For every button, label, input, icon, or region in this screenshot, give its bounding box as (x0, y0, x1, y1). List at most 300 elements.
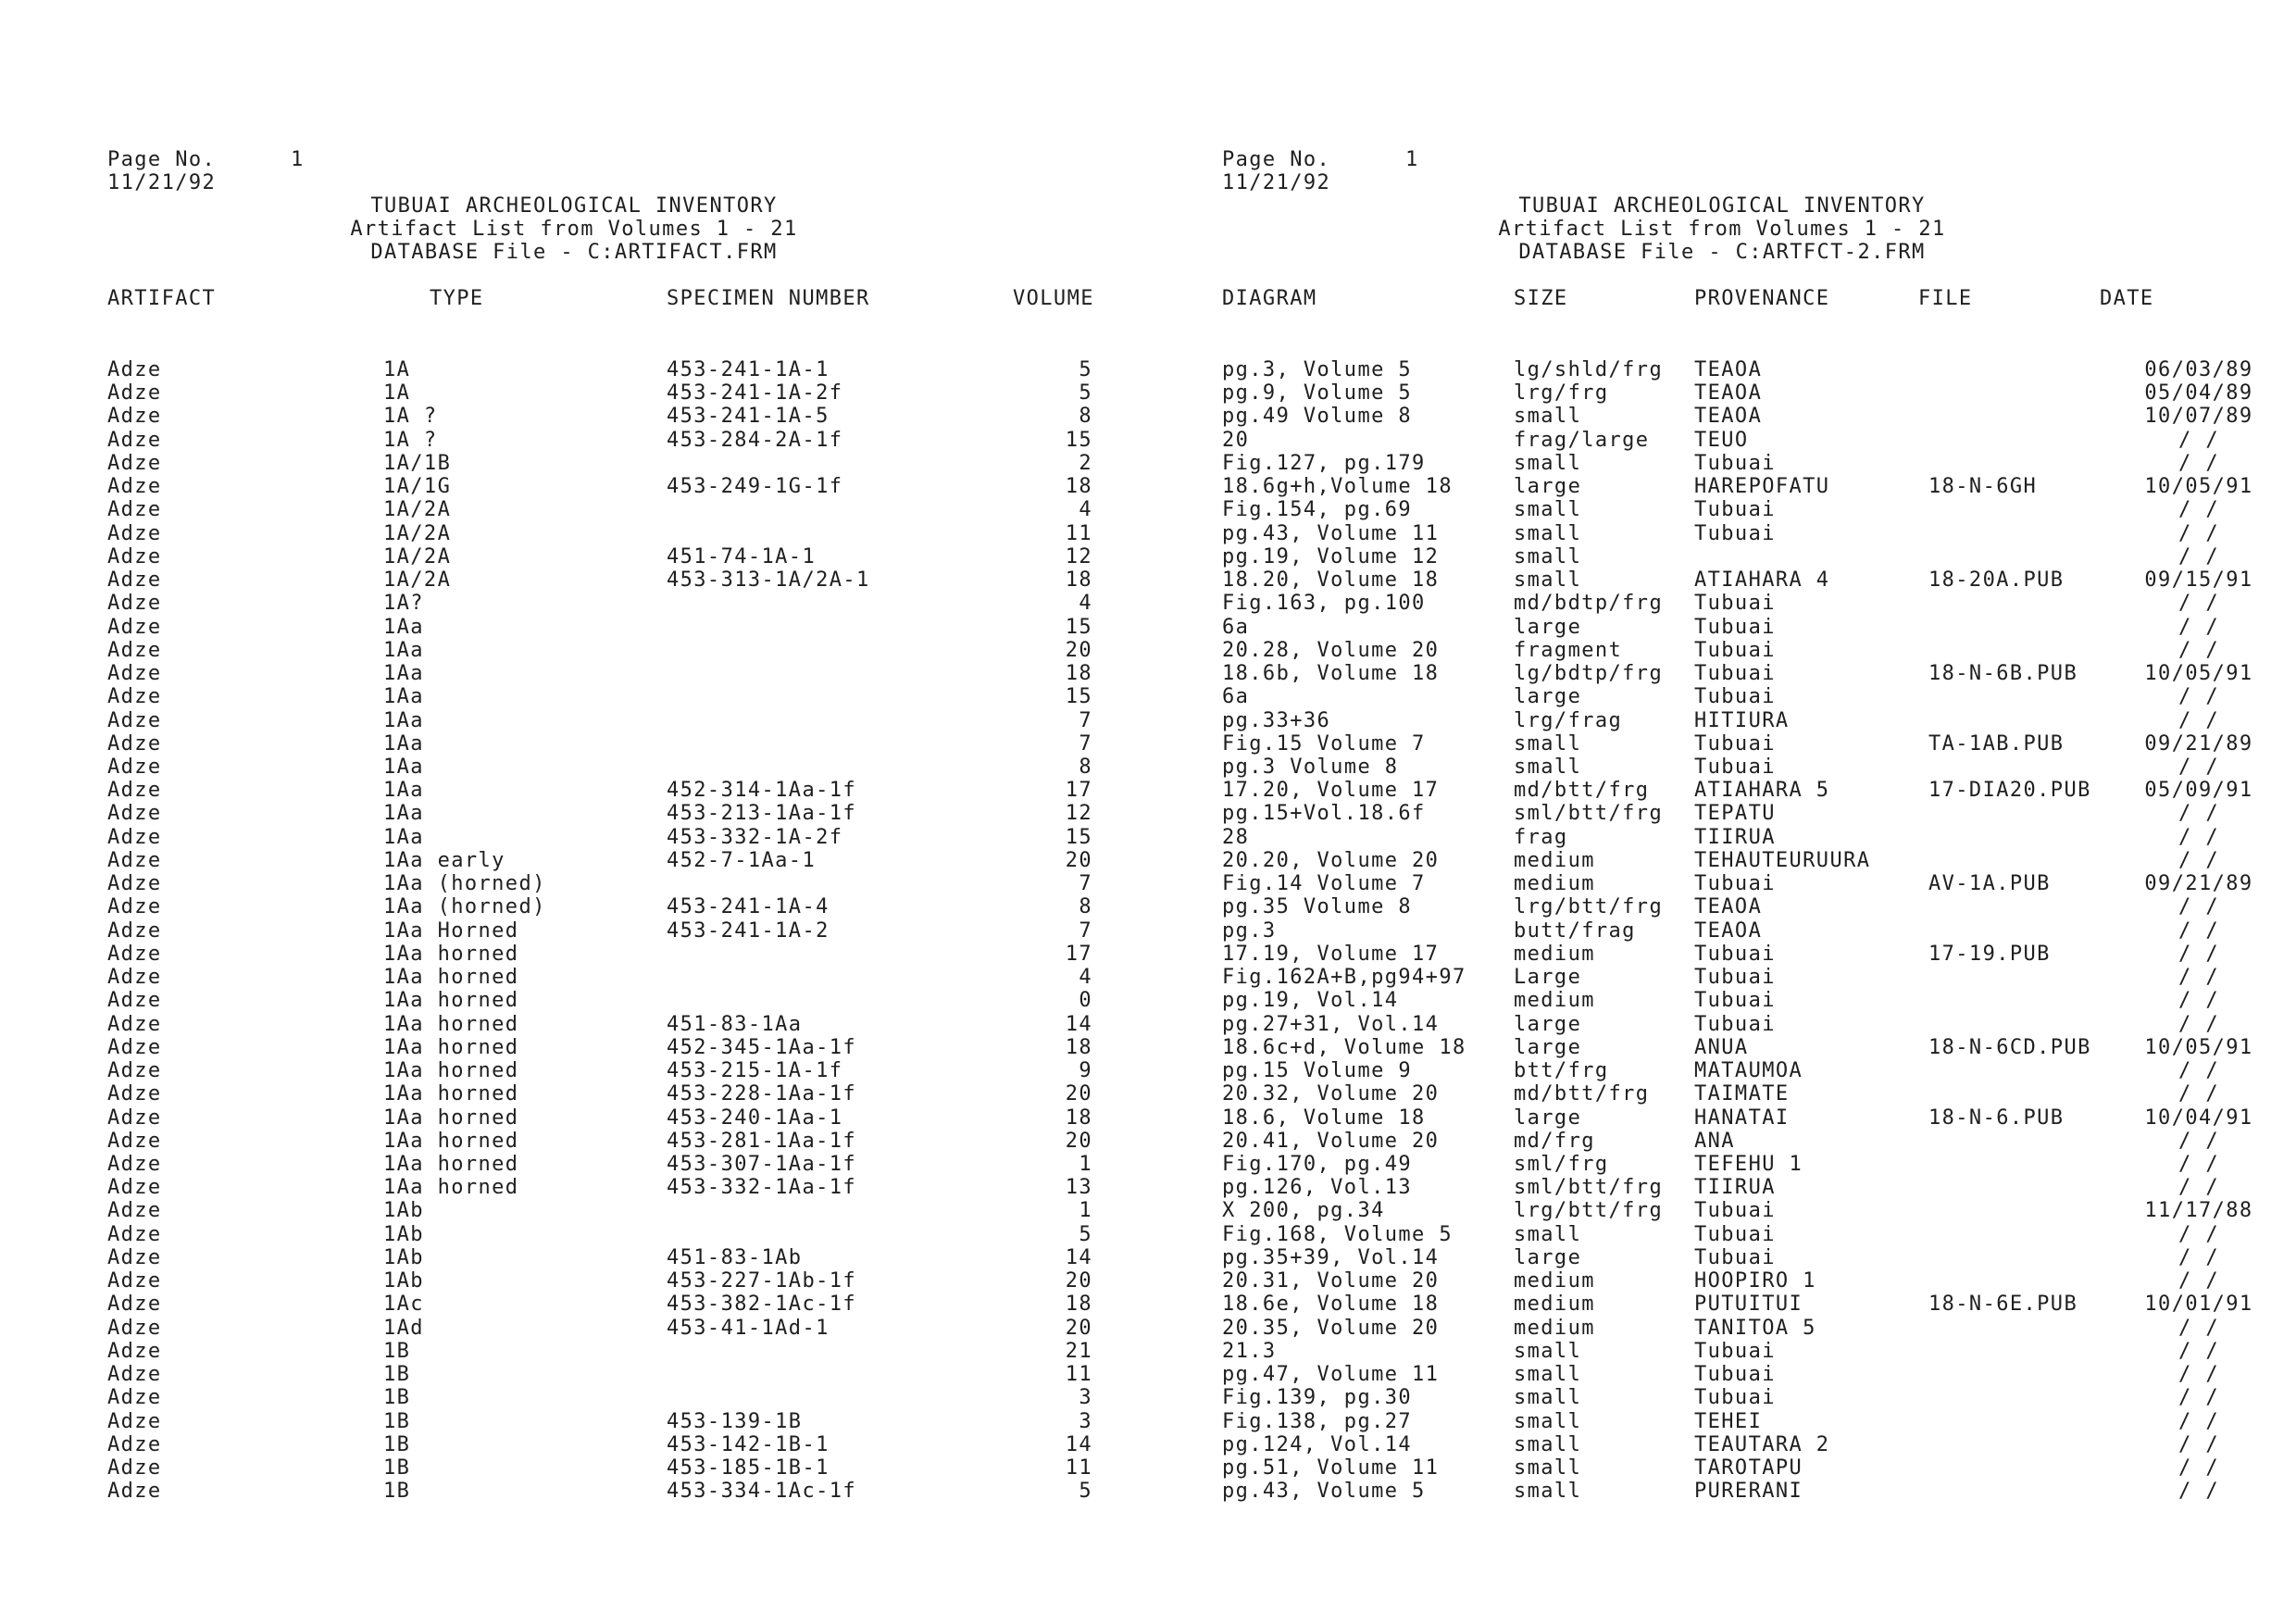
table-row (0, 826, 1148, 849)
cell-specimen: 453-41-1Ad-1 (667, 1316, 830, 1340)
table-row (1148, 1153, 2296, 1176)
cell-size: large (1514, 615, 1582, 639)
cell-size: small (1514, 544, 1582, 568)
cell-diagram: pg.15+Vol.18.6f (1222, 802, 1426, 826)
cell-file: TA-1AB.PUB (1928, 731, 2065, 756)
cell-file: 18-N-6B.PUB (1928, 662, 2078, 686)
cell-diagram: pg.43, Volume 5 (1222, 1480, 1426, 1504)
cell-volume: 0 (1079, 989, 1092, 1013)
cell-type: 1Aa horned (383, 1035, 519, 1059)
cell-specimen: 453-215-1A-1f (667, 1059, 843, 1083)
cell-date: / / (2178, 918, 2219, 943)
cell-artifact: Adze (107, 1339, 162, 1363)
table-row (1148, 732, 2296, 756)
cell-diagram: Fig.170, pg.49 (1222, 1152, 1413, 1176)
cell-type: 1Aa horned (383, 1012, 519, 1036)
cell-size: small (1514, 521, 1582, 545)
cell-artifact: Adze (107, 358, 162, 381)
cell-size: medium (1514, 942, 1595, 966)
cell-type: 1Ab (383, 1269, 424, 1293)
database-file: DATABASE File - C:ARTFCT-2.FRM (1518, 241, 1926, 264)
cell-provenance: ANA (1694, 1129, 1735, 1153)
table-row (1148, 545, 2296, 568)
cell-file: 17-DIA20.PUB (1928, 779, 2091, 803)
cell-volume: 7 (1079, 731, 1092, 756)
cell-size: small (1514, 1409, 1582, 1433)
cell-provenance: Tubuai (1694, 1222, 1776, 1246)
cell-artifact: Adze (107, 544, 162, 568)
cell-date: / / (2178, 451, 2219, 475)
cell-file: 18-N-6GH (1928, 475, 2038, 499)
table-row (1148, 475, 2296, 498)
cell-volume: 7 (1079, 872, 1092, 896)
cell-provenance: ATIAHARA 5 (1694, 779, 1830, 803)
cell-size: medium (1514, 1269, 1595, 1293)
table-row (0, 1036, 1148, 1059)
cell-diagram: 18.6g+h,Volume 18 (1222, 475, 1453, 499)
cell-date: / / (2178, 1456, 2219, 1480)
table-row (1148, 989, 2296, 1012)
cell-type: 1Aa (383, 779, 424, 803)
cell-volume: 18 (1065, 1035, 1092, 1059)
cell-diagram: 21.3 (1222, 1339, 1277, 1363)
cell-diagram: pg.126, Vol.13 (1222, 1176, 1413, 1200)
cell-provenance: Tubuai (1694, 498, 1776, 522)
cell-diagram: 20.28, Volume 20 (1222, 638, 1440, 662)
cell-artifact: Adze (107, 1012, 162, 1036)
cell-date: / / (2178, 1176, 2219, 1200)
cell-volume: 5 (1079, 381, 1092, 406)
cell-type: 1B (383, 1363, 411, 1387)
cell-size: md/btt/frg (1514, 1082, 1650, 1106)
table-row (1148, 966, 2296, 989)
table-row (1148, 1176, 2296, 1199)
table-row (0, 802, 1148, 825)
cell-size: lg/bdtp/frg (1514, 662, 1664, 686)
report-date: 11/21/92 (1222, 171, 1331, 194)
cell-type: 1Aa horned (383, 1176, 519, 1200)
table-row (0, 1153, 1148, 1176)
cell-artifact: Adze (107, 381, 162, 406)
table-row (0, 1082, 1148, 1106)
cell-type: 1A/1G (383, 475, 452, 499)
cell-provenance: HITIURA (1694, 708, 1790, 732)
table-row (1148, 779, 2296, 802)
cell-type: 1B (383, 1339, 411, 1363)
cell-volume: 3 (1079, 1409, 1092, 1433)
cell-provenance: Tubuai (1694, 615, 1776, 639)
cell-size: lrg/btt/frg (1514, 1199, 1664, 1223)
table-row (0, 1293, 1148, 1316)
cell-date: 05/04/89 (2144, 381, 2253, 406)
cell-type: 1Ab (383, 1245, 424, 1269)
cell-artifact: Adze (107, 1176, 162, 1200)
cell-date: / / (2178, 685, 2219, 709)
cell-provenance: Tubuai (1694, 1012, 1776, 1036)
artifact-table-left (0, 358, 1148, 1503)
cell-size: large (1514, 685, 1582, 709)
cell-specimen: 453-139-1B (667, 1409, 803, 1433)
cell-volume: 11 (1065, 1363, 1092, 1387)
cell-artifact: Adze (107, 1456, 162, 1480)
cell-specimen: 451-83-1Aa (667, 1012, 803, 1036)
cell-size: small (1514, 731, 1582, 756)
cell-diagram: X 200, pg.34 (1222, 1199, 1385, 1223)
cell-date: / / (2178, 1269, 2219, 1293)
cell-volume: 18 (1065, 475, 1092, 499)
cell-type: 1A (383, 358, 411, 381)
table-row (1148, 1223, 2296, 1246)
cell-artifact: Adze (107, 1152, 162, 1176)
cell-specimen: 451-74-1A-1 (667, 544, 817, 568)
cell-diagram: 18.20, Volume 18 (1222, 568, 1440, 593)
cell-artifact: Adze (107, 638, 162, 662)
cell-artifact: Adze (107, 1129, 162, 1153)
cell-type: 1A/2A (383, 498, 452, 522)
cell-size: fragment (1514, 638, 1623, 662)
cell-type: 1Aa (383, 662, 424, 686)
cell-volume: 11 (1065, 1456, 1092, 1480)
table-row (0, 568, 1148, 592)
cell-artifact: Adze (107, 1082, 162, 1106)
column-header-date: DATE (2100, 287, 2154, 310)
cell-volume: 20 (1065, 848, 1092, 872)
cell-artifact: Adze (107, 1409, 162, 1433)
cell-diagram: pg.27+31, Vol.14 (1222, 1012, 1440, 1036)
database-file: DATABASE File - C:ARTIFACT.FRM (370, 241, 778, 264)
table-row (0, 545, 1148, 568)
cell-provenance: Tubuai (1694, 521, 1776, 545)
table-row (0, 1176, 1148, 1199)
cell-diagram: 20 (1222, 428, 1250, 452)
cell-diagram: 28 (1222, 825, 1250, 849)
table-row (1148, 568, 2296, 592)
cell-diagram: 18.6, Volume 18 (1222, 1106, 1426, 1130)
cell-volume: 7 (1079, 918, 1092, 943)
cell-type: 1Aa horned (383, 1106, 519, 1130)
cell-provenance: Tubuai (1694, 1386, 1776, 1410)
cell-date: / / (2178, 848, 2219, 872)
table-row (1148, 1013, 2296, 1036)
cell-size: md/btt/frg (1514, 779, 1650, 803)
cell-diagram: pg.51, Volume 11 (1222, 1456, 1440, 1480)
cell-provenance: HOOPIRO 1 (1694, 1269, 1816, 1293)
cell-type: 1Aa (383, 615, 424, 639)
cell-date: / / (2178, 1386, 2219, 1410)
table-row (1148, 709, 2296, 732)
table-row (1148, 1199, 2296, 1222)
cell-artifact: Adze (107, 1245, 162, 1269)
cell-date: / / (2178, 966, 2219, 990)
cell-type: 1Aa (383, 685, 424, 709)
cell-type: 1B (383, 1456, 411, 1480)
cell-provenance: TAIMATE (1694, 1082, 1790, 1106)
right-report-page (1148, 0, 2296, 1624)
cell-provenance: Tubuai (1694, 638, 1776, 662)
cell-provenance: TANITOA 5 (1694, 1316, 1816, 1340)
cell-size: medium (1514, 1293, 1595, 1317)
cell-size: btt/frg (1514, 1059, 1609, 1083)
cell-size: medium (1514, 989, 1595, 1013)
cell-artifact: Adze (107, 802, 162, 826)
cell-type: 1Aa (horned) (383, 895, 546, 919)
cell-volume: 20 (1065, 1082, 1092, 1106)
cell-volume: 18 (1065, 568, 1092, 593)
table-row (0, 429, 1148, 452)
cell-provenance: TEAOA (1694, 405, 1763, 429)
cell-provenance: Tubuai (1694, 685, 1776, 709)
table-row (0, 1317, 1148, 1340)
cell-diagram: 17.19, Volume 17 (1222, 942, 1440, 966)
table-row (0, 895, 1148, 918)
cell-date: / / (2178, 1363, 2219, 1387)
table-row (1148, 849, 2296, 872)
cell-provenance: Tubuai (1694, 966, 1776, 990)
cell-provenance: Tubuai (1694, 1199, 1776, 1223)
cell-specimen: 453-281-1Aa-1f (667, 1129, 857, 1153)
table-row (0, 358, 1148, 381)
cell-date: / / (2178, 802, 2219, 826)
cell-type: 1A (383, 381, 411, 406)
cell-diagram: Fig.138, pg.27 (1222, 1409, 1413, 1433)
table-row (0, 849, 1148, 872)
report-title: TUBUAI ARCHEOLOGICAL INVENTORY (370, 194, 778, 218)
cell-specimen: 453-284-2A-1f (667, 428, 843, 452)
cell-diagram: 18.6e, Volume 18 (1222, 1293, 1440, 1317)
table-row (0, 1340, 1148, 1363)
cell-date: / / (2178, 942, 2219, 966)
cell-artifact: Adze (107, 662, 162, 686)
cell-size: small (1514, 1480, 1582, 1504)
cell-volume: 8 (1079, 405, 1092, 429)
cell-specimen: 453-241-1A-2 (667, 918, 830, 943)
cell-size: large (1514, 1106, 1582, 1130)
cell-size: sml/btt/frg (1514, 1176, 1664, 1200)
cell-volume: 5 (1079, 1480, 1092, 1504)
table-row (1148, 1130, 2296, 1153)
cell-artifact: Adze (107, 1199, 162, 1223)
cell-specimen: 453-332-1A-2f (667, 825, 843, 849)
table-row (0, 966, 1148, 989)
cell-diagram: Fig.168, Volume 5 (1222, 1222, 1453, 1246)
cell-type: 1Aa horned (383, 1129, 519, 1153)
cell-size: md/frg (1514, 1129, 1595, 1153)
page-number-label: Page No. (107, 148, 217, 171)
cell-diagram: pg.3, Volume 5 (1222, 358, 1413, 381)
cell-volume: 20 (1065, 1316, 1092, 1340)
cell-date: / / (2178, 428, 2219, 452)
cell-provenance: TEHAUTEURUURA (1694, 848, 1871, 872)
cell-size: small (1514, 568, 1582, 593)
table-row (0, 592, 1148, 615)
cell-volume: 7 (1079, 708, 1092, 732)
page-number-label: Page No. (1222, 148, 1331, 171)
cell-date: / / (2178, 1059, 2219, 1083)
cell-specimen: 453-382-1Ac-1f (667, 1293, 857, 1317)
cell-date: 10/05/91 (2144, 1035, 2253, 1059)
cell-diagram: pg.3 (1222, 918, 1277, 943)
cell-date: / / (2178, 498, 2219, 522)
cell-date: 10/05/91 (2144, 475, 2253, 499)
cell-provenance: Tubuai (1694, 592, 1776, 616)
cell-date: / / (2178, 1012, 2219, 1036)
cell-artifact: Adze (107, 1035, 162, 1059)
table-row (1148, 943, 2296, 966)
table-row (0, 1199, 1148, 1222)
cell-volume: 15 (1065, 685, 1092, 709)
table-row (0, 1246, 1148, 1269)
cell-provenance: Tubuai (1694, 451, 1776, 475)
table-row (0, 522, 1148, 545)
cell-size: small (1514, 1339, 1582, 1363)
column-header-provenance: PROVENANCE (1694, 287, 1830, 310)
cell-size: large (1514, 475, 1582, 499)
table-row (0, 1106, 1148, 1130)
cell-artifact: Adze (107, 872, 162, 896)
cell-volume: 5 (1079, 358, 1092, 381)
table-row (0, 685, 1148, 708)
cell-volume: 1 (1079, 1199, 1092, 1223)
cell-date: / / (2178, 1129, 2219, 1153)
cell-provenance: TEAUTARA 2 (1694, 1432, 1830, 1456)
table-row (1148, 872, 2296, 895)
cell-type: 1A/2A (383, 521, 452, 545)
cell-date: / / (2178, 544, 2219, 568)
table-row (1148, 1082, 2296, 1106)
cell-date: 05/09/91 (2144, 779, 2253, 803)
cell-date: 06/03/89 (2144, 358, 2253, 381)
cell-diagram: 20.32, Volume 20 (1222, 1082, 1440, 1106)
cell-date: / / (2178, 1432, 2219, 1456)
cell-file: 18-20A.PUB (1928, 568, 2065, 593)
cell-diagram: pg.9, Volume 5 (1222, 381, 1413, 406)
cell-diagram: 6a (1222, 615, 1250, 639)
cell-specimen: 453-313-1A/2A-1 (667, 568, 870, 593)
cell-size: medium (1514, 872, 1595, 896)
cell-provenance: HANATAI (1694, 1106, 1790, 1130)
cell-size: large (1514, 1035, 1582, 1059)
table-row (1148, 429, 2296, 452)
cell-size: frag (1514, 825, 1568, 849)
cell-type: 1Aa (383, 802, 424, 826)
cell-diagram: Fig.154, pg.69 (1222, 498, 1413, 522)
cell-provenance: TEPATU (1694, 802, 1776, 826)
table-row (1148, 662, 2296, 685)
cell-diagram: pg.35+39, Vol.14 (1222, 1245, 1440, 1269)
cell-provenance: Tubuai (1694, 1339, 1776, 1363)
page-number: 1 (1405, 148, 1419, 171)
cell-diagram: Fig.14 Volume 7 (1222, 872, 1426, 896)
cell-type: 1A/2A (383, 544, 452, 568)
cell-type: 1B (383, 1409, 411, 1433)
cell-date: 10/07/89 (2144, 405, 2253, 429)
cell-artifact: Adze (107, 568, 162, 593)
table-row (0, 1410, 1148, 1433)
table-row (0, 1130, 1148, 1153)
table-row (0, 1433, 1148, 1456)
cell-type: 1Aa (383, 638, 424, 662)
report-subtitle: Artifact List from Volumes 1 - 21 (350, 218, 798, 241)
cell-artifact: Adze (107, 1106, 162, 1130)
cell-volume: 14 (1065, 1432, 1092, 1456)
report-subtitle: Artifact List from Volumes 1 - 21 (1498, 218, 1946, 241)
cell-size: small (1514, 1363, 1582, 1387)
cell-size: frag/large (1514, 428, 1650, 452)
cell-volume: 17 (1065, 942, 1092, 966)
table-row (0, 732, 1148, 756)
column-header-specimen-number: SPECIMEN NUMBER (667, 287, 870, 310)
cell-volume: 13 (1065, 1176, 1092, 1200)
cell-diagram: Fig.127, pg.179 (1222, 451, 1426, 475)
cell-provenance: TIIRUA (1694, 1176, 1776, 1200)
cell-artifact: Adze (107, 592, 162, 616)
cell-volume: 20 (1065, 638, 1092, 662)
cell-date: 09/21/89 (2144, 731, 2253, 756)
cell-artifact: Adze (107, 708, 162, 732)
cell-specimen: 452-7-1Aa-1 (667, 848, 817, 872)
table-row (1148, 405, 2296, 428)
cell-size: small (1514, 1386, 1582, 1410)
cell-artifact: Adze (107, 966, 162, 990)
cell-provenance: Tubuai (1694, 731, 1776, 756)
table-row (0, 639, 1148, 662)
cell-size: md/bdtp/frg (1514, 592, 1664, 616)
cell-diagram: pg.35 Volume 8 (1222, 895, 1413, 919)
cell-volume: 3 (1079, 1386, 1092, 1410)
cell-date: 10/01/91 (2144, 1293, 2253, 1317)
cell-date: / / (2178, 708, 2219, 732)
cell-date: / / (2178, 1480, 2219, 1504)
cell-provenance: Tubuai (1694, 872, 1776, 896)
cell-artifact: Adze (107, 615, 162, 639)
cell-volume: 12 (1065, 544, 1092, 568)
artifact-table-right (1148, 358, 2296, 1503)
cell-artifact: Adze (107, 731, 162, 756)
cell-artifact: Adze (107, 1293, 162, 1317)
cell-type: 1Aa horned (383, 942, 519, 966)
cell-specimen: 453-241-1A-4 (667, 895, 830, 919)
cell-volume: 8 (1079, 895, 1092, 919)
cell-specimen: 453-307-1Aa-1f (667, 1152, 857, 1176)
cell-size: lg/shld/frg (1514, 358, 1664, 381)
column-header-size: SIZE (1514, 287, 1568, 310)
table-row (1148, 1386, 2296, 1409)
table-row (1148, 1480, 2296, 1503)
cell-size: large (1514, 1245, 1582, 1269)
table-row (0, 1456, 1148, 1480)
cell-provenance: Tubuai (1694, 942, 1776, 966)
cell-size: sml/btt/frg (1514, 802, 1664, 826)
table-row (0, 1013, 1148, 1036)
cell-size: lrg/frag (1514, 708, 1623, 732)
table-row (1148, 919, 2296, 943)
table-row (0, 1269, 1148, 1293)
cell-size: sml/frg (1514, 1152, 1609, 1176)
table-row (0, 381, 1148, 405)
table-row (1148, 592, 2296, 615)
cell-provenance: Tubuai (1694, 989, 1776, 1013)
table-row (1148, 1106, 2296, 1130)
cell-type: 1Aa horned (383, 989, 519, 1013)
table-row (0, 709, 1148, 732)
cell-file: 18-N-6CD.PUB (1928, 1035, 2091, 1059)
table-row (0, 662, 1148, 685)
cell-date: / / (2178, 825, 2219, 849)
cell-provenance: Tubuai (1694, 662, 1776, 686)
cell-diagram: 20.20, Volume 20 (1222, 848, 1440, 872)
cell-artifact: Adze (107, 1269, 162, 1293)
cell-type: 1Aa horned (383, 966, 519, 990)
